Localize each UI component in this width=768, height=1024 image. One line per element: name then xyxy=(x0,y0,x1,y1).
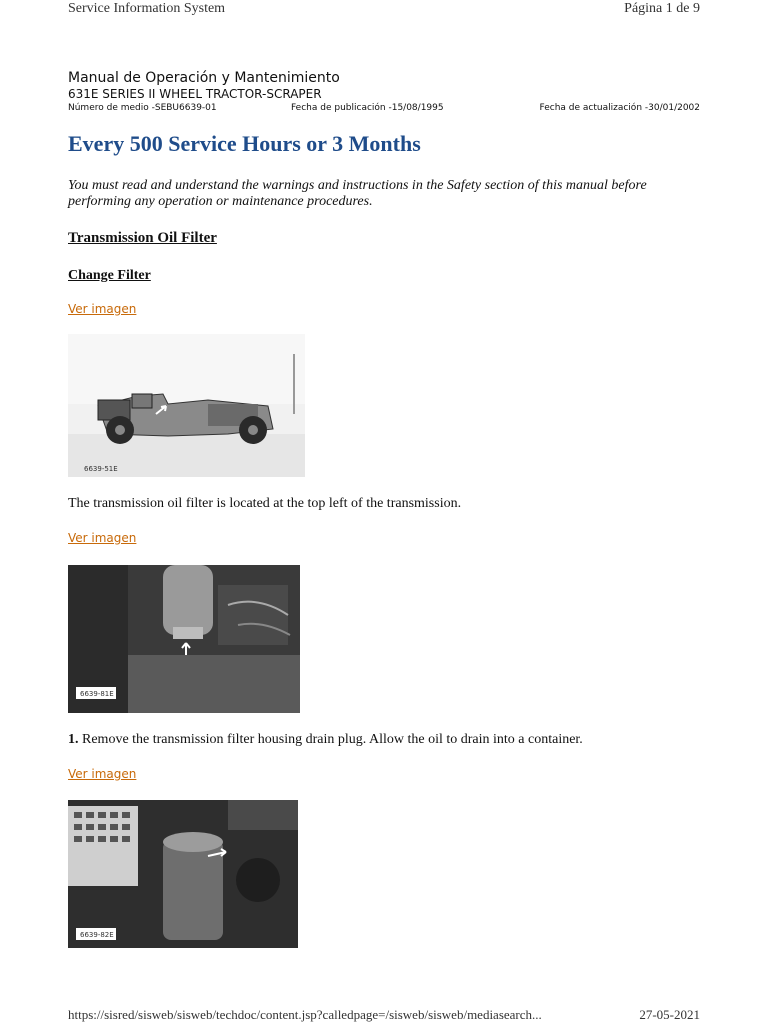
footer-url: https://sisred/sisweb/sisweb/techdoc/content.jsp?calledpage=/sisweb/sisweb/mediasearch... xyxy=(68,1007,542,1022)
manual-title: Manual de Operación y Mantenimiento xyxy=(68,70,340,86)
header-system-name: Service Information System xyxy=(68,1,226,16)
filter-location-caption: The transmission oil filter is located at the top left of the transmission. xyxy=(68,496,462,511)
image-1-label: 6639-51E xyxy=(84,465,118,473)
tractor-scraper-photo xyxy=(68,334,305,477)
filter-housing-photo xyxy=(68,565,300,713)
step-1 xyxy=(68,732,583,748)
section-heading: Transmission Oil Filter xyxy=(68,230,217,246)
update-date: Fecha de actualización -30/01/2002 xyxy=(539,103,700,113)
view-image-link-1[interactable]: Ver imagen xyxy=(68,302,137,316)
sub-heading: Change Filter xyxy=(68,268,151,283)
page-title: Every 500 Service Hours or 3 Months xyxy=(68,131,421,156)
step-1-number: 1. xyxy=(68,732,79,747)
publication-date: Fecha de publicación -15/08/1995 xyxy=(291,103,444,113)
drain-plug-illustration xyxy=(68,800,298,948)
drain-plug-photo xyxy=(68,800,298,948)
tractor-scraper-illustration xyxy=(68,334,305,477)
manual-model: 631E SERIES II WHEEL TRACTOR-SCRAPER xyxy=(68,87,322,101)
safety-intro: You must read and understand the warnings and instructions in the Safety section of this manual before performing any operation or maintenance procedures. xyxy=(68,178,647,209)
image-2-label: 6639-81E xyxy=(80,690,114,698)
view-image-link-3[interactable]: Ver imagen xyxy=(68,767,137,781)
view-image-link-2[interactable]: Ver imagen xyxy=(68,531,137,545)
footer-date: 27-05-2021 xyxy=(639,1007,700,1022)
header-page-number: Página 1 de 9 xyxy=(624,1,700,16)
step-1-text: Remove the transmission filter housing drain plug. Allow the oil to drain into a container. xyxy=(78,732,583,747)
media-number: Número de medio -SEBU6639-01 xyxy=(68,103,217,113)
filter-housing-illustration xyxy=(68,565,300,713)
image-3-label: 6639-82E xyxy=(80,931,114,939)
